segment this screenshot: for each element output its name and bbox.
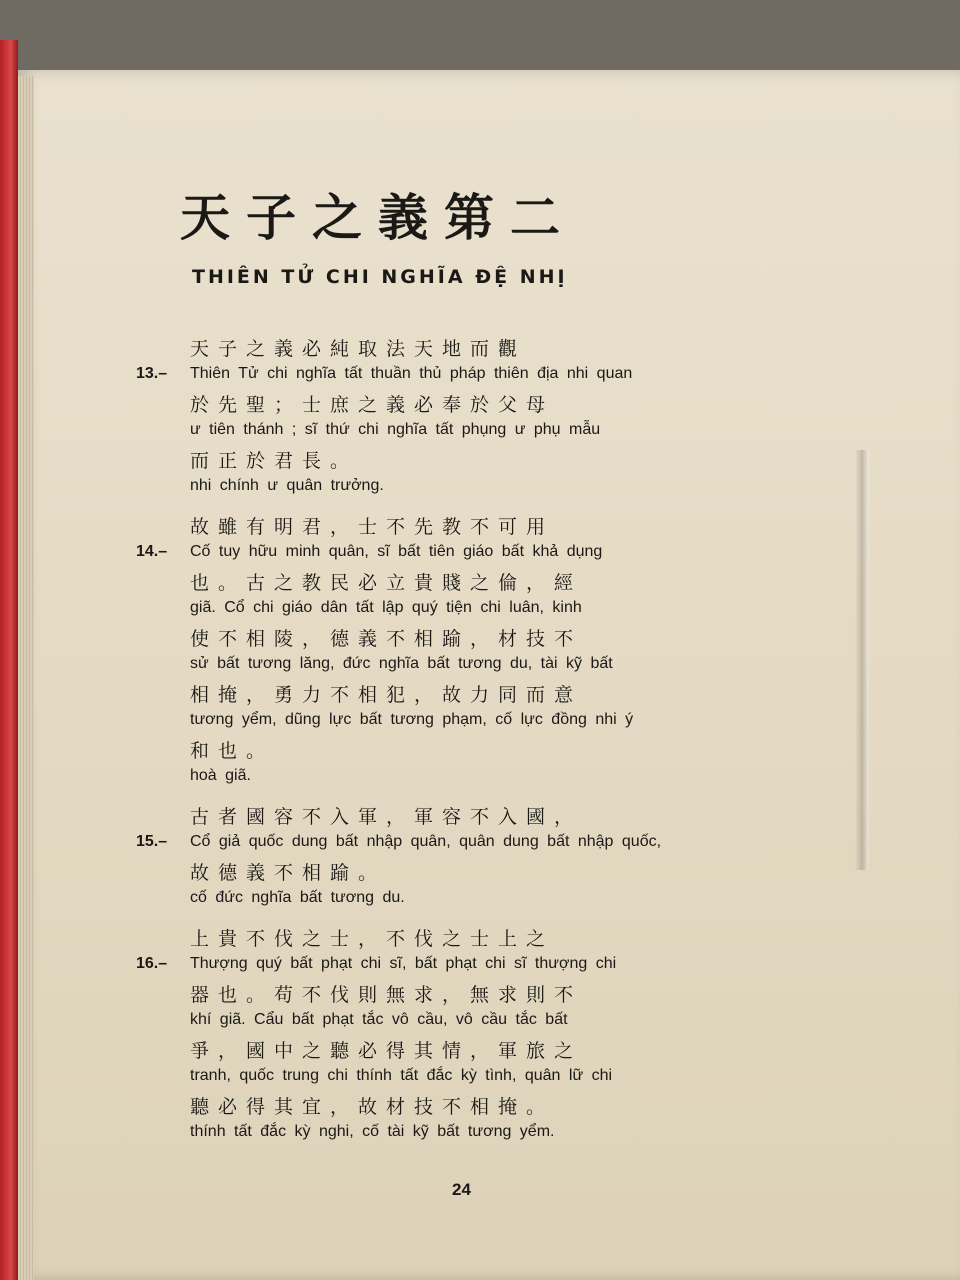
romanized-text: thính tất đắc kỳ nghi, cố tài kỹ bất tương yểm. (190, 1123, 555, 1140)
han-line: 天子之義必純取法天地而觀 (190, 338, 527, 360)
verse-line (150, 682, 790, 732)
han-line: 聽必得其宜，故材技不相掩。 (190, 1096, 555, 1118)
romanized-text: ư tiên thánh ; sĩ thứ chi nghĩa tất phụng ư phụ mẫu (190, 421, 601, 438)
han-line: 故雖有明君，士不先教不可用 (190, 516, 555, 538)
verse-content (136, 336, 790, 1160)
verse-number: 16.– (136, 955, 168, 972)
romanized-text: Thượng quý bất phạt chi sĩ, bất phạt chi sĩ thượng chi (190, 955, 617, 972)
romanized-line (150, 1120, 790, 1144)
romanized-text: Cổ giả quốc dung bất nhập quân, quân dung bất nhập quốc, (190, 833, 662, 850)
verse-line (136, 926, 790, 976)
romanized-line (150, 764, 790, 788)
han-line: 於先聖；士庶之義必奉於父母 (190, 394, 555, 416)
verse-14 (136, 514, 790, 788)
han-line: 故德義不相踰。 (190, 862, 387, 884)
chapter-title-romanized: THIÊN TỬ CHI NGHĨA ĐỆ NHỊ (192, 266, 568, 288)
han-line: 也。古之教民必立貴賤之倫，經 (190, 572, 583, 594)
verse-line (136, 804, 790, 854)
han-line: 上貴不伐之士，不伐之士上之 (190, 928, 555, 950)
verse-number: 14.– (136, 543, 168, 560)
verse-line (136, 336, 790, 386)
han-line: 和也。 (190, 740, 275, 762)
verse-line (136, 514, 790, 564)
verse-number: 13.– (136, 365, 168, 382)
romanized-text: Cố tuy hữu minh quân, sĩ bất tiên giáo bất khả dụng (190, 543, 603, 560)
han-line: 古者國容不入軍，軍容不入國， (190, 806, 583, 828)
romanized-text: giã. Cổ chi giáo dân tất lập quý tiện chi luân, kinh (190, 599, 582, 616)
chapter-title-han: 天子之義第二 (180, 188, 576, 247)
verse-15 (136, 804, 790, 910)
verse-line (150, 1038, 790, 1088)
han-line: 使不相陵，德義不相踰，材技不 (190, 628, 583, 650)
romanized-text: khí giã. Cẩu bất phạt tắc vô cầu, vô cầu tắc bất (190, 1011, 568, 1028)
verse-line (150, 738, 790, 788)
verse-number: 15.– (136, 833, 168, 850)
romanized-line (136, 952, 790, 976)
page-fold-shadow (855, 450, 869, 870)
romanized-text: hoà giã. (190, 767, 251, 784)
page-number: 24 (452, 1180, 471, 1199)
romanized-line (136, 830, 790, 854)
romanized-line (150, 596, 790, 620)
verse-13 (136, 336, 790, 498)
verse-line (150, 1094, 790, 1144)
romanized-line (150, 474, 790, 498)
book-cover-edge (0, 40, 18, 1280)
romanized-line (136, 540, 790, 564)
romanized-line (150, 886, 790, 910)
romanized-text: tương yểm, dũng lực bất tương phạm, cố lực đồng nhi ý (190, 711, 634, 728)
romanized-line (136, 362, 790, 386)
romanized-line (150, 652, 790, 676)
verse-line (150, 626, 790, 676)
romanized-text: Thiên Tử chi nghĩa tất thuần thủ pháp thiên địa nhi quan (190, 365, 633, 382)
romanized-text: cố đức nghĩa bất tương du. (190, 889, 405, 906)
romanized-text: tranh, quốc trung chi thính tất đắc kỳ tình, quân lữ chi (190, 1067, 613, 1084)
han-line: 爭，國中之聽必得其情，軍旅之 (190, 1040, 583, 1062)
verse-line (150, 860, 790, 910)
romanized-text: nhi chính ư quân trưởng. (190, 477, 384, 494)
romanized-line (150, 418, 790, 442)
han-line: 而正於君長。 (190, 450, 359, 472)
verse-16 (136, 926, 790, 1144)
romanized-line (150, 1064, 790, 1088)
romanized-line (150, 708, 790, 732)
han-line: 相掩，勇力不相犯，故力同而意 (190, 684, 583, 706)
verse-line (150, 982, 790, 1032)
page-stack-edge (18, 76, 34, 1280)
verse-line (150, 570, 790, 620)
romanized-text: sử bất tương lăng, đức nghĩa bất tương du, tài kỹ bất (190, 655, 613, 672)
romanized-line (150, 1008, 790, 1032)
verse-line (150, 448, 790, 498)
han-line: 器也。苟不伐則無求，無求則不 (190, 984, 583, 1006)
verse-line (150, 392, 790, 442)
